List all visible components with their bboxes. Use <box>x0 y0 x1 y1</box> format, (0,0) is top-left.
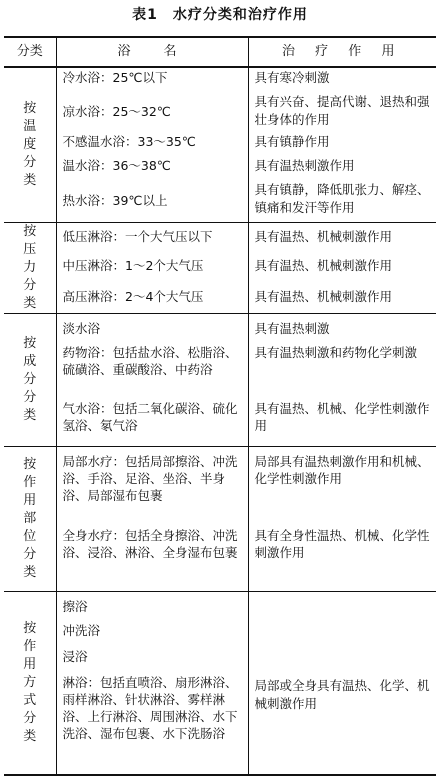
table-row <box>4 92 436 132</box>
effect-cell: 具有镇静，降低肌张力、解痉、镇痛和发汗等作用 <box>248 180 436 223</box>
bath-name-cell: 不感温水浴：33～35℃ <box>56 132 248 156</box>
table-row <box>4 132 436 156</box>
table-row <box>4 252 436 281</box>
bath-name-cell: 全身水疗：包括全身擦浴、冲洗浴、浸浴、淋浴、全身湿布包裹 <box>56 526 248 592</box>
header-row <box>4 37 436 67</box>
table-row <box>4 399 436 447</box>
category-label: 按作用方式分类 <box>23 621 37 744</box>
header-effect: 治 疗 作 用 <box>248 37 436 67</box>
effect-cell: 具有温热刺激 <box>254 321 330 336</box>
header-bath-name: 浴 名 <box>56 37 248 67</box>
category-label: 按压力分类 <box>23 224 37 311</box>
effect-cell: 具有温热、机械刺激作用 <box>254 257 393 273</box>
table-row <box>4 223 436 252</box>
table-row <box>4 67 436 92</box>
effect-cell: 具有温热、机械刺激作用 <box>248 280 436 313</box>
effect-cell: 具有温热刺激作用 <box>254 158 355 173</box>
bath-name-cell: 温水浴：36～38℃ <box>56 156 248 180</box>
bath-name-cell: 高压淋浴：2～4个大气压 <box>56 280 248 313</box>
bath-name-cell: 浸浴 <box>56 647 248 673</box>
effect-cell: 具有温热、机械刺激作用 <box>254 229 393 245</box>
effect-cell: 局部或全身具有温热、化学、机械刺激作用 <box>254 677 430 711</box>
effect-cell: 具有寒冷刺激 <box>254 70 330 85</box>
effect-cell: 具有温热刺激和药物化学刺激 <box>254 345 418 360</box>
bath-name-cell: 局部水疗：包括局部擦浴、冲洗浴、手浴、足浴、坐浴、半身浴、局部湿布包裹 <box>56 447 248 527</box>
bath-name-cell: 凉水浴：25～32℃ <box>56 92 248 132</box>
category-cell <box>4 223 56 314</box>
effect-cell: 具有全身性温热、机械、化学性刺激作用 <box>248 526 436 592</box>
category-label: 按作用部位分类 <box>23 457 37 580</box>
bath-name-cell: 淡水浴 <box>56 314 248 344</box>
table-row <box>4 447 436 527</box>
bath-name-cell: 冲洗浴 <box>56 621 248 647</box>
bath-name-cell: 擦浴 <box>56 592 248 622</box>
bath-name-cell: 热水浴：39℃以上 <box>56 180 248 223</box>
table-row <box>4 180 436 223</box>
table-row <box>4 526 436 592</box>
category-cell <box>4 592 56 776</box>
table-row <box>4 592 436 622</box>
table-row <box>4 343 436 399</box>
effect-cell: 具有温热、机械、化学性刺激作用 <box>248 399 436 447</box>
table-row <box>4 314 436 344</box>
header-category: 分类 <box>4 37 56 67</box>
bath-name-cell: 气水浴：包括二氧化碳浴、硫化氢浴、氡气浴 <box>56 399 248 447</box>
category-label: 按温度分类 <box>23 101 37 188</box>
bath-name-cell: 淋浴：包括直喷浴、扇形淋浴、雨样淋浴、针状淋浴、雾样淋浴、上行淋浴、周围淋浴、水下洗浴、湿布包裹、水下洗肠浴 <box>56 673 248 775</box>
effect-cell: 局部具有温热刺激作用和机械、化学性刺激作用 <box>254 454 430 486</box>
category-label: 按成分分类 <box>23 336 37 423</box>
bath-name-cell: 药物浴：包括盐水浴、松脂浴、硫磺浴、重碳酸浴、中药浴 <box>56 343 248 399</box>
table-row <box>4 156 436 180</box>
table-row <box>4 280 436 313</box>
hydrotherapy-table <box>4 36 436 776</box>
category-cell <box>4 314 56 447</box>
effect-cell: 具有镇静作用 <box>254 134 330 149</box>
category-cell <box>4 447 56 592</box>
bath-name-cell: 中压淋浴：1～2个大气压 <box>56 252 248 281</box>
category-cell <box>4 67 56 223</box>
effect-cell: 具有兴奋、提高代谢、退热和强壮身体的作用 <box>254 94 430 127</box>
bath-name-cell: 低压淋浴：一个大气压以下 <box>56 223 248 252</box>
table-title: 表1 水疗分类和治疗作用 <box>132 7 308 23</box>
bath-name-cell: 冷水浴：25℃以下 <box>56 67 248 92</box>
